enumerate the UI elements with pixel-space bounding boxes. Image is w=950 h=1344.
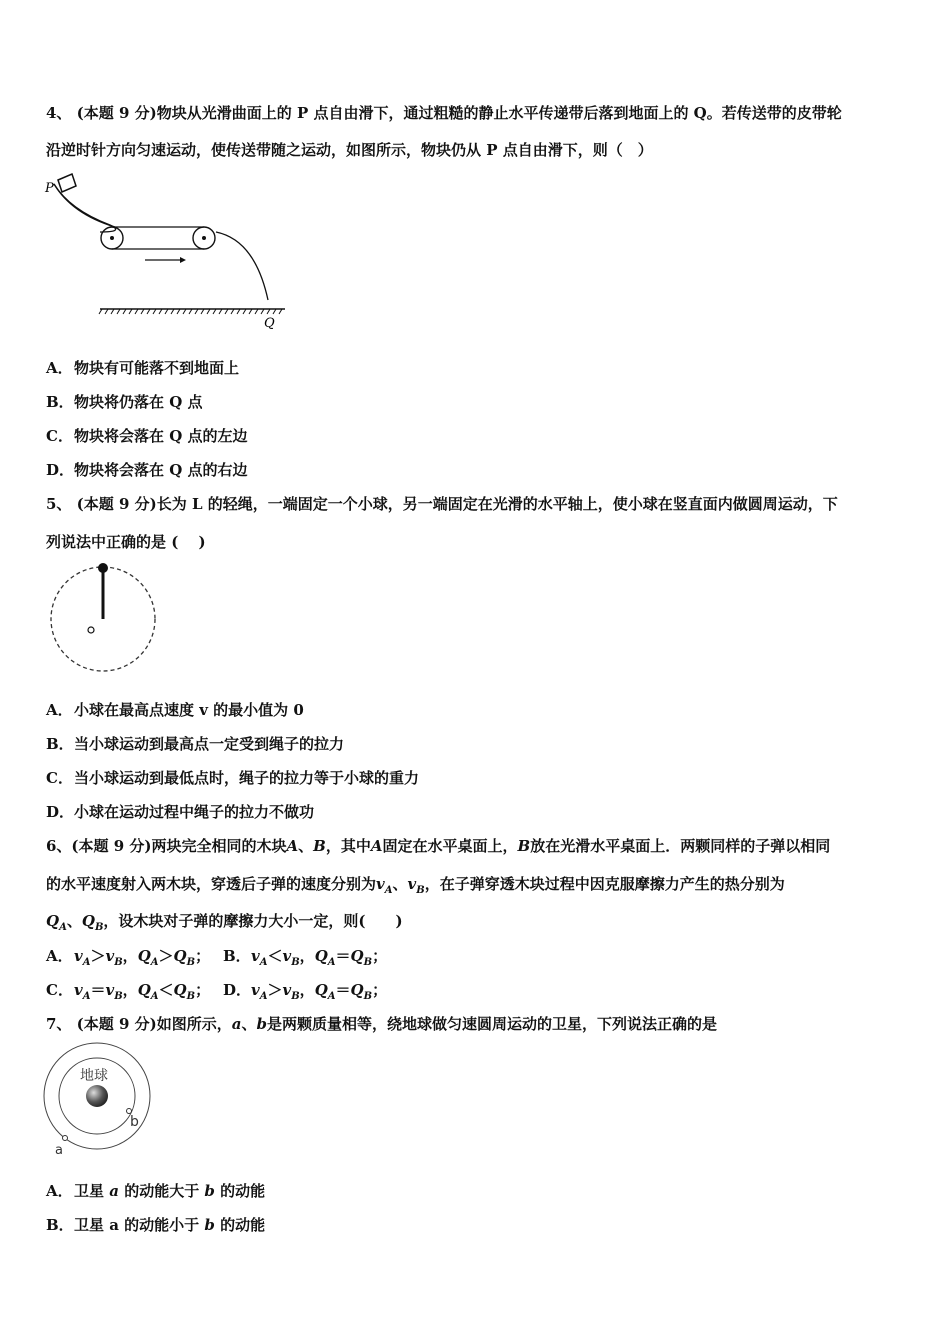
q6-stem-line3: $Q_A$、$Q_B$，设木块对子弹的摩擦力大小一定，则( ) [46,912,403,933]
q4-option-c[interactable]: C．物块将会落在 Q 点的左边 [46,427,248,445]
direction-arrow-icon [145,257,186,263]
label-p: P [45,181,54,196]
q4-option-b[interactable]: B．物块将仍落在 Q 点 [46,393,203,411]
ball [98,563,108,573]
axis-point [88,627,94,633]
q6-stem-line2: 的水平速度射入两木块，穿透后子弹的速度分别为$v_A$、$v_B$，在子弹穿透木块过程中因克服摩擦力产生的热分别为 [46,875,785,896]
q6-option-c[interactable]: C．$v_A=v_B$，$Q_A<Q_B$； [46,981,211,1002]
satellite-a [63,1136,68,1141]
satellite-b [127,1109,132,1114]
satellite-a-label: a [55,1143,63,1158]
q6-stem-line1: 6、(本题 9 分)两块完全相同的木块A、B，其中A固定在水平桌面上，B放在光滑水平桌面上．两颗同样的子弹以相同 [46,837,831,855]
q5-option-a[interactable]: A．小球在最高点速度 v 的最小值为 0 [46,701,304,719]
q7-option-a[interactable]: A．卫星 a 的动能大于 b 的动能 [46,1182,266,1200]
q6-option-a[interactable]: A．$v_A>v_B$，$Q_A>Q_B$； [46,947,211,968]
q6-option-b[interactable]: B．$v_A<v_B$，$Q_A=Q_B$； [223,947,388,968]
earth [86,1085,108,1107]
q4-option-a[interactable]: A．物块有可能落不到地面上 [46,359,240,377]
label-q: Q [264,316,275,331]
q4-stem-line2: 沿逆时针方向匀速运动，使传送带随之运动，如图所示，物块仍从 P 点自由滑下，则（ ） [46,141,653,159]
conveyor-belt-diagram [40,170,300,340]
q7-option-b[interactable]: B．卫星 a 的动能小于 b 的动能 [46,1216,266,1234]
trajectory-curve [216,232,268,300]
q5-stem-line1: 5、 (本题 9 分)长为 L 的轻绳，一端固定一个小球，另一端固定在光滑的水平轴上，使小球在竖直面内做圆周运动，下 [46,495,838,513]
q5-option-c[interactable]: C．当小球运动到最低点时，绳子的拉力等于小球的重力 [46,769,420,787]
satellite-b-label: b [130,1114,139,1130]
q6-option-d[interactable]: D．$v_A>v_B$，$Q_A=Q_B$； [223,981,388,1002]
q5-stem-line2: 列说法中正确的是 ( ) [46,533,206,551]
q4-stem-line1: 4、 (本题 9 分)物块从光滑曲面上的 P 点自由滑下，通过粗糙的静止水平传递带后落到地面上的 Q。若传送带的皮带轮 [46,104,842,122]
circular-motion-diagram [46,560,161,675]
q5-option-d[interactable]: D．小球在运动过程中绳子的拉力不做功 [46,803,315,821]
q7-stem-line1: 7、 (本题 9 分)如图所示，a、b是两颗质量相等，绕地球做匀速圆周运动的卫星，下列说法正确的是 [46,1015,718,1033]
q5-option-b[interactable]: B．当小球运动到最高点一定受到绳子的拉力 [46,735,345,753]
ground [99,309,285,314]
earth-label: 地球 [80,1068,108,1084]
conveyor-belt [101,227,215,249]
satellite-orbit-diagram [40,1042,160,1160]
q4-option-d[interactable]: D．物块将会落在 Q 点的右边 [46,461,248,479]
